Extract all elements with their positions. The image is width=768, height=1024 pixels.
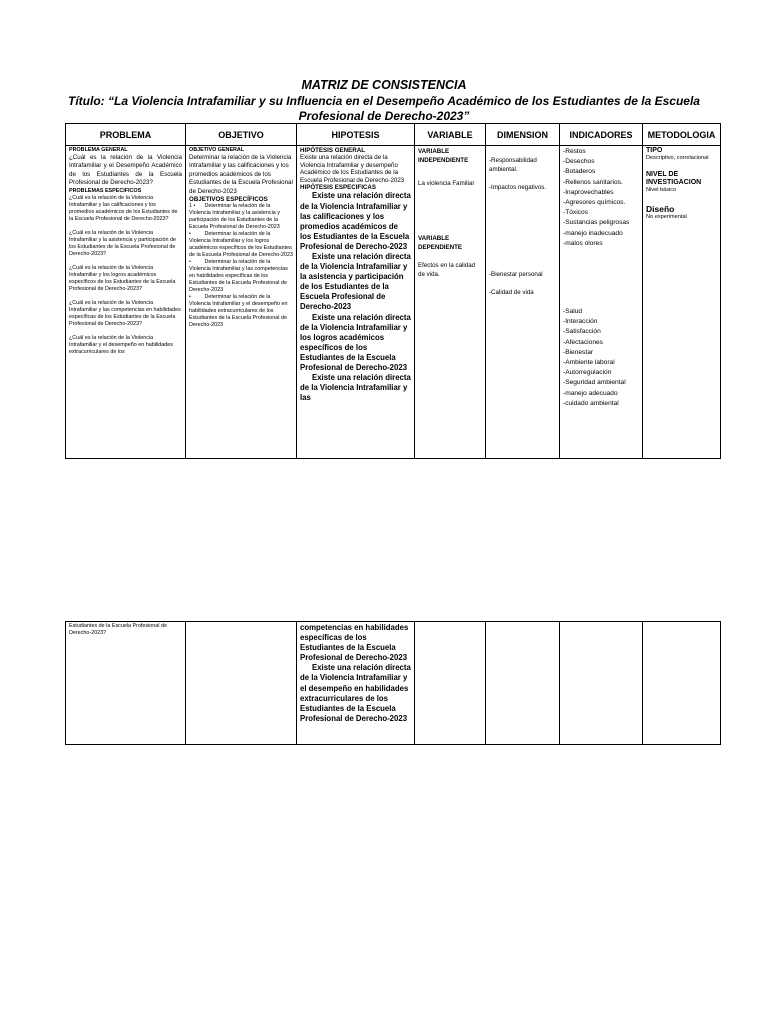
objetivo-general-label: OBJETIVO GENERAL <box>189 147 245 153</box>
hipotesis-item-text: Existe una relación directa de la Violencia Intrafamiliar y los logros académicos específicos de los Estudiantes de la Escuela Profesional de Derecho-2023 <box>300 312 411 373</box>
indicador-item: -Salud <box>563 308 583 316</box>
continuation-row <box>66 622 721 745</box>
objetivo-cell <box>186 146 297 459</box>
bullet-icon: • <box>189 294 191 301</box>
indicadores-continuation <box>560 622 643 745</box>
dimension-cell <box>486 146 560 459</box>
header-indicadores: INDICADORES <box>560 124 643 146</box>
problema-continuation <box>66 622 186 745</box>
subtitle-line-1: Título: “La Violencia Intrafamiliar y su Influencia en el Desempeño Académico de los Estudiantes de la Escuela <box>68 94 700 108</box>
variable-independiente-label: VARIABLE INDEPENDIENTE <box>418 148 469 164</box>
objetivo-item-text: Determinar la relación de la Violencia Intrafamiliar y los logros académicos específicos de los Estudiantes de la Escuela Profesional de Derecho-2023 <box>189 231 293 259</box>
hipotesis-item <box>300 191 411 252</box>
hipotesis-cell <box>297 146 415 459</box>
nivel-value: Nivel básico <box>646 187 677 193</box>
problema-general-label: PROBLEMA GENERAL <box>69 147 128 153</box>
indicador-item: -Botaderos <box>563 168 596 176</box>
objetivo-item <box>189 203 293 231</box>
objetivo-item <box>189 259 293 294</box>
indicador-item: -Inaprovechables <box>563 188 614 196</box>
dimension-item: -Responsabilidad ambiental. <box>489 157 537 173</box>
objetivo-item-text: Determinar la relación de la Violencia Intrafamiliar y la asistencia y participación de los Estudiantes de la Escuela Profesional de Derecho-2023 <box>189 203 280 231</box>
indicador-item: -Rellenos sanitarios. <box>563 178 623 186</box>
indicador-item: -manejo adecuado <box>563 389 618 397</box>
dimension-item: -Impactos negativos. <box>489 184 547 191</box>
document-subtitle <box>60 94 708 123</box>
indicador-item: -Seguridad ambiental <box>563 379 626 387</box>
variable-dependiente-label: VARIABLE DEPENDIENTE <box>418 235 463 251</box>
dimension-item: -Bienestar personal <box>489 271 543 278</box>
indicador-item: -Tóxicos <box>563 209 588 217</box>
indicador-item: -Sustancias peligrosas <box>563 219 630 227</box>
bullet-icon: 1 • <box>189 203 196 210</box>
nivel-label: NIVEL DE INVESTIGACION <box>646 171 702 186</box>
indicador-item: -Autorregulación <box>563 369 612 377</box>
problema-cell <box>66 146 186 459</box>
indicador-item: -Ambiente laboral <box>563 359 615 367</box>
problema-general-text: ¿Cuál es la relación de la Violencia Intrafamiliar y el Desempeño Académico de los Estudiantes de la Escuela Profesional de Derecho-2023? <box>69 154 182 187</box>
indicador-item: -cuidado ambiental <box>563 399 619 407</box>
indicador-item: -Agresores químicos. <box>563 199 626 207</box>
variable-cell <box>415 146 486 459</box>
indicador-item: -Interacción <box>563 318 598 326</box>
hipotesis-item-text: Existe una relación directa de la Violencia Intrafamiliar y las <box>300 373 411 403</box>
hipotesis-item <box>300 313 411 374</box>
consistency-matrix-continuation <box>65 621 721 745</box>
diseno-value: No experimental <box>646 214 687 220</box>
objetivo-item-text: Determinar la relación de la Violencia Intrafamiliar y las competencias en habilidades específicas de los Estudiantes de la Escuela Profesional de Derecho-2023 <box>189 259 288 294</box>
problema-item-continuation: Estudiantes de la Escuela Profesional de Derecho-2023? <box>69 623 167 636</box>
variable-independiente-value: La violencia Familiar <box>418 180 475 187</box>
problemas-especificos-label: PROBLEMAS ESPECIFICOS <box>69 187 142 194</box>
indicador-item: -Afectaciones <box>563 338 603 346</box>
problema-item: ¿Cuál es la relación de la Violencia Intrafamiliar y el desempeño en habilidades extracurriculares de los <box>69 334 173 355</box>
matrix-row <box>66 146 721 459</box>
header-dimension: DIMENSION <box>486 124 560 146</box>
metodologia-continuation <box>643 622 721 745</box>
hipotesis-item <box>300 252 411 313</box>
objetivo-item <box>189 231 293 259</box>
header-row <box>66 124 721 146</box>
bullet-icon: • <box>189 259 191 266</box>
tipo-label: TIPO <box>646 147 663 154</box>
variable-dependiente-value: Efectos en la calidad de vida. <box>418 262 476 278</box>
indicador-item: -Bienestar <box>563 348 594 356</box>
header-problema: PROBLEMA <box>66 124 186 146</box>
header-hipotesis: HIPOTESIS <box>297 124 415 146</box>
indicadores-cell <box>560 146 643 459</box>
hipotesis-item <box>300 663 411 724</box>
header-variable: VARIABLE <box>415 124 486 146</box>
objetivo-general-text: Determinar la relación de la Violencia Intrafamiliar y las calificaciones y los promedios académicos de los Estudiantes de la Escuela Profesional de Derecho-2023 <box>189 154 293 195</box>
hipotesis-item-text: Existe una relación directa de la Violencia Intrafamiliar y las calificaciones y los promedios académicos de los Estudiantes de la Escuela Profesional de Derecho-2023 <box>300 191 411 251</box>
indicador-item: -Satisfacción <box>563 328 601 336</box>
bullet-icon: • <box>189 231 191 238</box>
hipotesis-item <box>300 373 411 403</box>
objetivos-especificos-label: OBJETIVOS ESPECÍFICOS <box>189 196 268 204</box>
header-objetivo: OBJETIVO <box>186 124 297 146</box>
problema-item: ¿Cuál es la relación de la Violencia Intrafamiliar y la asistencia y participación de los Estudiantes de la Escuela Profesional de Derecho-2023? <box>69 229 176 257</box>
document-title: MATRIZ DE CONSISTENCIA <box>301 78 467 92</box>
hipotesis-item-continuation: competencias en habilidades específicas de los Estudiantes de la Escuela Profesional de Derecho-2023 <box>300 623 409 663</box>
problema-item: ¿Cuál es la relación de la Violencia Intrafamiliar y las calificaciones y los promedios académicos de los Estudiantes de la Escuela Profesional de Derecho-2023? <box>69 194 178 222</box>
problema-item: ¿Cuál es la relación de la Violencia Intrafamiliar y los logros académicos específicos de los Estudiantes de la Escuela Profesional de Derecho-2023? <box>69 264 176 292</box>
hipotesis-especificas-label: HIPÓTESIS ESPECIFICAS <box>300 184 376 192</box>
problema-item: ¿Cuál es la relación de la Violencia Intrafamiliar y las competencias en habilidades específicas de los Estudiantes de la Escuela Profesional de Derecho-2023? <box>69 299 181 327</box>
indicador-item: -malos olores <box>563 239 603 247</box>
hipotesis-continuation <box>297 622 415 745</box>
objetivo-item-text: Determinar la relación de la Violencia Intrafamiliar y el desempeño en habilidades extracurriculares de los Estudiantes de la Escuela Profesional de Derecho-2023 <box>189 294 288 329</box>
objetivo-continuation <box>186 622 297 745</box>
diseno-label: Diseño <box>646 204 675 214</box>
indicador-item: -Desechos <box>563 158 595 166</box>
hipotesis-item-text: Existe una relación directa de la Violencia Intrafamiliar y la asistencia y participación de los Estudiantes de la Escuela Profesional de Derecho-2023 <box>300 252 411 312</box>
dimension-continuation <box>486 622 560 745</box>
subtitle-line-2: Profesional de Derecho-2023” <box>298 108 470 123</box>
variable-continuation <box>415 622 486 745</box>
hipotesis-general-label: HIPÓTESIS GENERAL <box>300 147 365 154</box>
indicador-item: -Restos <box>563 148 586 155</box>
dimension-item: -Calidad de vida <box>489 289 534 296</box>
hipotesis-general-text: Existe una relación directa de la Violencia Intrafamiliar y desempeño Académico de los Estudiantes de la Escuela Profesional de Derecho-2023 <box>300 154 405 184</box>
indicador-item: -manejo inadecuado <box>563 229 623 237</box>
tipo-value: Descriptivo, correlacional <box>646 155 709 161</box>
consistency-matrix-table <box>65 123 721 459</box>
objetivo-item <box>189 294 293 329</box>
header-metodologia: METODOLOGIA <box>643 124 721 146</box>
hipotesis-item-text: Existe una relación directa de la Violencia Intrafamiliar y el desempeño en habilidades extracurriculares de los Estudiantes de la Escuela Profesional de Derecho-2023 <box>300 663 411 723</box>
metodologia-cell <box>643 146 721 459</box>
